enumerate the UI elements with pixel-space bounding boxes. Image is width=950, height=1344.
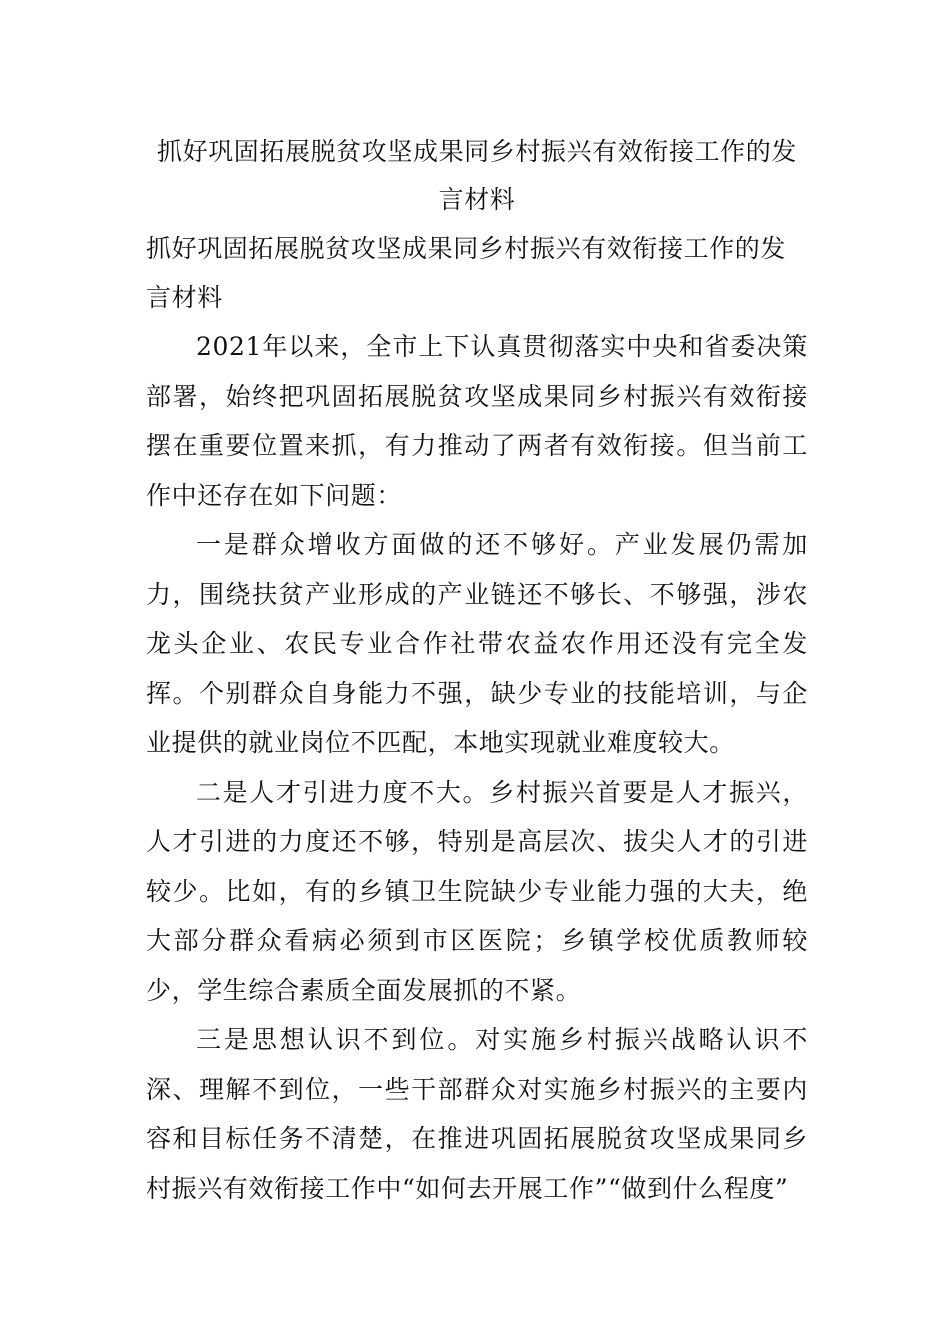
- document-title: 抓好巩固拓展脱贫攻坚成果同乡村振兴有效衔接工作的发言材料: [156, 137, 797, 214]
- paragraph-issue-2: 二是人才引进力度不大。乡村振兴首要是人才振兴，人才引进的力度还不够，特别是高层次、拔尖人才的引进较少。比如，有的乡镇卫生院缺少专业能力强的大夫，绝大部分群众看病必须到市区医院；乡镇学校优质教师较少，学生综合素质全面发展抓的不紧。: [146, 777, 808, 1005]
- paragraph-issue-1: 一是群众增收方面做的还不够好。产业发展仍需加力，围绕扶贫产业形成的产业链还不够长、不够强，涉农龙头企业、农民专业合作社带农益农作用还没有完全发挥。个别群众自身能力不强，缺少专业的技能培训，与企业提供的就业岗位不匹配，本地实现就业难度较大。: [146, 530, 808, 757]
- document-subtitle: 抓好巩固拓展脱贫攻坚成果同乡村振兴有效衔接工作的发言材料: [146, 234, 787, 312]
- paragraph-intro: 2021年以来，全市上下认真贯彻落实中央和省委决策部署，始终把巩固拓展脱贫攻坚成果同乡村振兴有效衔接摆在重要位置来抓，有力推动了两者有效衔接。但当前工作中还存在如下问题：: [146, 332, 808, 510]
- title-block: [146, 128, 808, 224]
- document-body: [146, 322, 808, 1213]
- paragraph-issue-3: 三是思想认识不到位。对实施乡村振兴战略认识不深、理解不到位，一些干部群众对实施乡村振兴的主要内容和目标任务不清楚，在推进巩固拓展脱贫攻坚成果同乡村振兴有效衔接工作中“如何去开展工作”“做到什么程度”: [146, 1025, 808, 1203]
- document-page: [146, 128, 808, 1213]
- subtitle-block: [146, 224, 808, 322]
